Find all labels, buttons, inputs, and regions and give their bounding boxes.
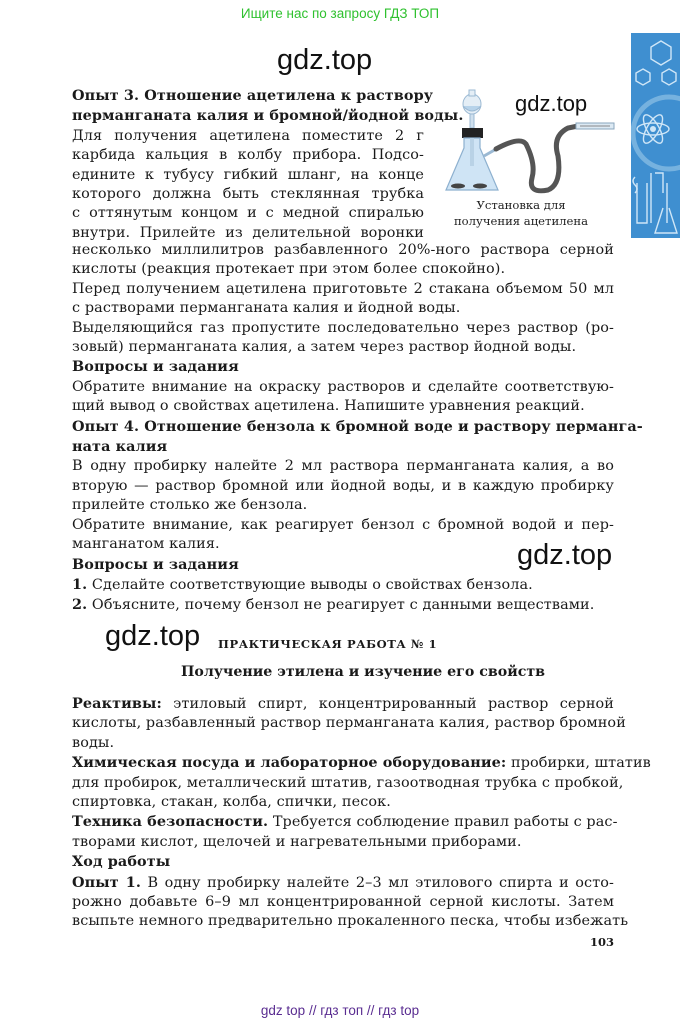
question-item: 1. Сделайте соответствующие выводы о свойствах бензола. bbox=[72, 575, 533, 593]
figure-caption-line: Установка для bbox=[476, 198, 566, 212]
experiment-3-heading-cont: перманганата калия и бромной/йодной воды. bbox=[72, 107, 464, 125]
paragraph-line: для пробирок, металлический штатив, газоотводная трубка с пробкой, bbox=[72, 774, 624, 791]
paragraph-line: Обратите внимание на окраску растворов и сделайте соответствую- bbox=[72, 378, 614, 395]
paragraph-line: Обратите внимание, как реагирует бензол с бромной водой и пер- bbox=[72, 516, 614, 533]
paragraph-line: рожно добавьте 6–9 мл концентрированной серной кислоты. Затем bbox=[72, 894, 614, 911]
experiment-4-heading-cont: ната калия bbox=[72, 438, 168, 456]
questions-heading: Вопросы и задания bbox=[72, 555, 239, 573]
experiment-1-label: Опыт 1. bbox=[72, 873, 141, 891]
equipment-label: Химическая посуда и лабораторное оборудование: bbox=[72, 754, 507, 772]
paragraph-line: вторую — раствор бромной или йодной воды, и в каждую пробирку bbox=[72, 477, 614, 494]
watermark: gdz.top bbox=[277, 44, 373, 76]
paragraph-line: едините к тубусу гибкий шланг, на конце bbox=[72, 166, 424, 183]
paragraph-line: зовый) перманганата калия, а затем через раствор йодной воды. bbox=[72, 339, 577, 356]
practical-work-subtitle: Получение этилена и изучение его свойств bbox=[180, 664, 546, 680]
paragraph-line: прилейте столько же бензола. bbox=[72, 497, 308, 514]
paragraph-line: с оттянутым концом и с медной спиралью bbox=[72, 205, 424, 222]
figure-caption bbox=[446, 197, 596, 229]
watermark: gdz.top bbox=[515, 91, 588, 116]
paragraph-line: воды. bbox=[72, 734, 115, 751]
practical-work-body: Реактивы: этиловый спирт, концентрированный раствор серной кислоты, разбавленный раствор перманганата калия, раствор бромной воды. Химическая посуда и лабораторное оборудование: пробирки, штатив для пробирок, металлический штатив, газоотводная трубка с пробкой, спиртовка, стакан, колба, спички, песок. Техника безопасности. Требуется соблюдение правил работы с рас- творами кислот, щелочей и нагревательными приборами. Ход работы Опыт 1. В одну пробирку налейте 2–3 мл этилового спирта и осто- рожно добавьте 6–9 мл концентрированной серной кислоты. Затем всыпьте немного предварительно прокаленного песка, чтобы избежать bbox=[72, 694, 614, 932]
watermark: gdz.top bbox=[105, 620, 201, 652]
paragraph-line: спиртовка, стакан, колба, спички, песок. bbox=[72, 794, 391, 811]
paragraph-line: внутри. Прилейте из делительной воронки bbox=[72, 224, 424, 241]
paragraph-line: Выделяющийся газ пропустите последовательно через раствор (ро- bbox=[72, 319, 614, 336]
safety-label: Техника безопасности. bbox=[72, 813, 269, 831]
chemistry-decor-icon bbox=[631, 33, 680, 238]
search-banner: Ищите нас по запросу ГДЗ ТОП bbox=[240, 6, 440, 21]
paragraph-line: карбида кальция в колбу прибора. Подсо- bbox=[72, 147, 424, 164]
reagents-label: Реактивы: bbox=[72, 695, 162, 712]
experiment-3-heading: Опыт 3. Отношение ацетилена к раствору bbox=[72, 87, 434, 104]
paragraph-line: В одну пробирку налейте 2 мл раствора перманганата калия, а во bbox=[72, 458, 614, 475]
watermark: gdz.top bbox=[517, 539, 613, 571]
chemistry-decor-strip bbox=[631, 33, 680, 238]
experiment-4-heading: Опыт 4. Отношение бензола к бромной воде и раствору перманга- bbox=[72, 417, 643, 435]
paragraph-line: щий вывод о свойствах ацетилена. Напишите уравнения реакций. bbox=[72, 398, 585, 415]
paragraph-line: творами кислот, щелочей и нагревательными приборами. bbox=[72, 833, 522, 850]
experiment-3-section bbox=[72, 86, 464, 243]
paragraph-line: манганатом калия. bbox=[72, 536, 220, 553]
paragraph-line: Перед получением ацетилена приготовьте 2 стакана объемом 50 мл bbox=[72, 280, 614, 297]
paragraph-line: кислоты, разбавленный раствор перманганата калия, раствор бромной bbox=[72, 715, 626, 732]
paragraph-line: с растворами перманганата калия и йодной воды. bbox=[72, 300, 461, 317]
questions-heading: Вопросы и задания bbox=[72, 358, 239, 376]
paragraph-line: которого должна быть стеклянная трубка bbox=[72, 186, 424, 203]
page-number: 103 bbox=[590, 935, 615, 949]
paragraph-line: несколько миллилитров разбавленного 20%-ного раствора серной bbox=[72, 242, 614, 258]
footer-watermark: gdz top // гдз топ // гдз top bbox=[260, 1003, 420, 1018]
practical-work-title: ПРАКТИЧЕСКАЯ РАБОТА № 1 bbox=[218, 637, 438, 651]
paragraph-line: Для получения ацетилена поместите 2 г bbox=[72, 127, 424, 144]
procedure-heading: Ход работы bbox=[72, 853, 171, 871]
paragraph-line: кислоты (реакция протекает при этом более спокойно). bbox=[72, 261, 506, 278]
question-item: 2. Объясните, почему бензол не реагирует с данными веществами. bbox=[72, 596, 595, 614]
paragraph-line: всыпьте немного предварительно прокаленного песка, чтобы избежать bbox=[72, 913, 629, 930]
figure-caption-line: получения ацетилена bbox=[453, 214, 589, 228]
